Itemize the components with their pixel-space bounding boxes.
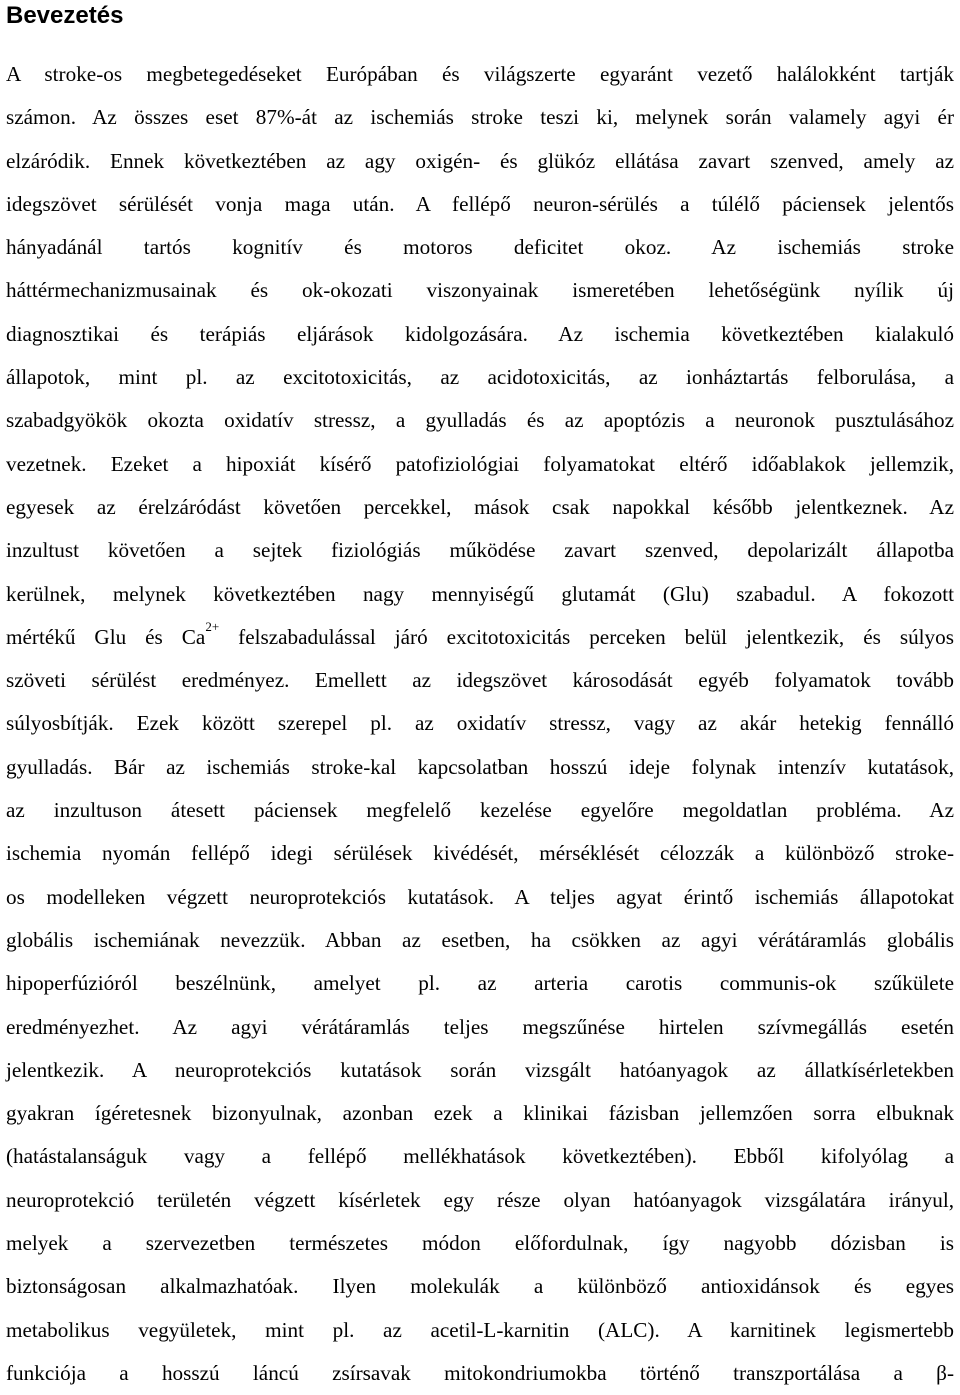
text-line: egyesek az érelzáródást követően percekkel, mások csak napokkal később jelentkeznek. Az [6,494,954,519]
section-heading: Bevezetés [6,2,124,29]
text-line: vezetnek. Ezeket a hipoxiát kísérő patofiziológiai folyamatokat eltérő időablakok jellemzik, [6,451,954,476]
text-line: súlyosbítják. Ezek között szerepel pl. az oxidatív stressz, vagy az akár hetekig fennálló [6,711,954,736]
text-line: gyulladás. Bár az ischemiás stroke-kal kapcsolatban hosszú ideje folynak intenzív kutatások, [6,754,954,779]
text-line: ischemia nyomán fellépő idegi sérülések kivédését, mérséklését célozzák a különböző stroke- [6,841,954,866]
text-line: melyek a szervezetben természetes módon előfordulnak, így nagyobb dózisban is [6,1231,954,1256]
text-line: globális ischemiának nevezzük. Abban az esetben, ha csökken az agyi vérátáramlás globális [6,927,954,952]
text-fragment: mértékű Glu és Ca [6,624,206,649]
text-fragment: felszabadulással járó excitotoxicitás perceken belül jelentkezik, és súlyos [219,624,954,649]
text-line: szabadgyökök okozta oxidatív stressz, a gyulladás és az apoptózis a neuronok pusztulásához [6,408,954,433]
text-line: kerülnek, melynek következtében nagy mennyiségű glutamát (Glu) szabadul. A fokozott [6,581,954,606]
text-line: hányadánál tartós kognitív és motoros deficitet okoz. Az ischemiás stroke [6,235,954,260]
text-line: szöveti sérülést eredményez. Emellett az idegszövet károsodását egyéb folyamatok tovább [6,668,954,693]
text-line: biztonságosan alkalmazhatóak. Ilyen molekulák a különböző antioxidánsok és egyes [6,1274,954,1299]
text-line [6,616,954,659]
text-line: (hatástalanságuk vagy a fellépő mellékhatások következtében). Ebből kifolyólag a [6,1144,954,1169]
superscript-charge: 2+ [205,618,220,634]
text-line: diagnosztikai és terápiás eljárások kidolgozására. Az ischemia következtében kialakuló [6,321,954,346]
text-line: hipoperfúzióról beszélnünk, amelyet pl. az arteria carotis communis-ok szűkülete [6,971,954,996]
text-line: háttérmechanizmusainak és ok-okozati viszonyainak ismeretében lehetőségünk nyílik új [6,278,954,303]
text-line: metabolikus vegyületek, mint pl. az acetil-L-karnitin (ALC). A karnitinek legismertebb [6,1317,954,1342]
text-line: os modelleken végzett neuroprotekciós kutatások. A teljes agyat érintő ischemiás állapotokat [6,884,954,909]
text-line: A stroke-os megbetegedéseket Európában és világszerte egyaránt vezető halálokként tartják [6,62,954,86]
text-line: neuroprotekció területén végzett kísérletek egy része olyan hatóanyagok vizsgálatára irányul, [6,1187,954,1212]
document-page [6,0,954,1395]
text-line: jelentkezik. A neuroprotekciós kutatások során vizsgált hatóanyagok az állatkísérletekben [6,1057,954,1082]
text-line: számon. Az összes eset 87%-át az ischemiás stroke teszi ki, melynek során valamely agyi ér [6,105,954,130]
body-paragraph [6,53,954,1395]
text-line: idegszövet sérülését vonja maga után. A fellépő neuron-sérülés a túlélő páciensek jelentős [6,191,954,216]
text-line: funkciója a hosszú láncú zsírsavak mitokondriumokba történő transzportálása a β- [6,1360,954,1385]
text-line: elzáródik. Ennek következtében az agy oxigén- és glükóz ellátása zavart szenved, amely az [6,148,954,173]
text-line: állapotok, mint pl. az excitotoxicitás, az acidotoxicitás, az ionháztartás felborulása, a [6,365,954,390]
text-line: az inzultuson átesett páciensek megfelelő kezelése egyelőre megoldatlan probléma. Az [6,798,954,823]
text-line: eredményezhet. Az agyi vérátáramlás teljes megszűnése hirtelen szívmegállás esetén [6,1014,954,1039]
text-line: inzultust követően a sejtek fiziológiás működése zavart szenved, depolarizált állapotba [6,538,954,563]
text-line: gyakran ígéretesnek bizonyulnak, azonban ezek a klinikai fázisban jellemzően sorra elbuknak [6,1101,954,1126]
